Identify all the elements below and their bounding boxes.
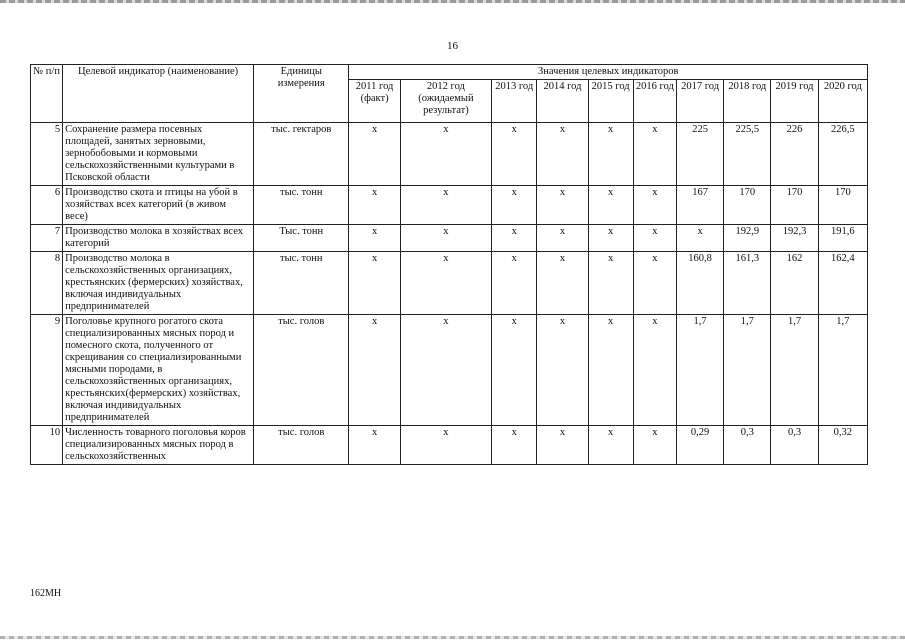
value-cell: х xyxy=(349,252,400,315)
table-row xyxy=(31,252,868,315)
indicator-name: Производство скота и птицы на убой в хозяйствах всех категорий (в живом весе) xyxy=(63,186,254,225)
header-year: 2017 год xyxy=(676,80,723,123)
value-cell: х xyxy=(349,123,400,186)
unit-cell: тыс. тонн xyxy=(254,252,349,315)
value-cell: х xyxy=(492,252,537,315)
indicator-name: Производство молока в сельскохозяйственных организациях, крестьянских (фермерских) хозяйствах, включая индивидуальных предпринимателей xyxy=(63,252,254,315)
value-cell: х xyxy=(349,225,400,252)
value-cell: х xyxy=(400,225,491,252)
value-cell: 1,7 xyxy=(724,315,771,426)
value-cell: х xyxy=(492,426,537,465)
value-cell: 160,8 xyxy=(676,252,723,315)
document-code: 162МН xyxy=(30,588,62,599)
value-cell: 225 xyxy=(676,123,723,186)
scan-edge-top xyxy=(0,0,905,3)
value-cell: х xyxy=(492,186,537,225)
header-indicator: Целевой индикатор (наименование) xyxy=(63,65,254,123)
value-cell: х xyxy=(588,426,633,465)
value-cell: х xyxy=(537,225,588,252)
value-cell: х xyxy=(400,315,491,426)
row-number: 9 xyxy=(31,315,63,426)
value-cell: 170 xyxy=(818,186,867,225)
row-number: 5 xyxy=(31,123,63,186)
header-year: 2020 год xyxy=(818,80,867,123)
value-cell: 192,3 xyxy=(771,225,818,252)
value-cell: 0,29 xyxy=(676,426,723,465)
header-year: 2015 год xyxy=(588,80,633,123)
value-cell: 1,7 xyxy=(818,315,867,426)
value-cell: 225,5 xyxy=(724,123,771,186)
row-number: 6 xyxy=(31,186,63,225)
indicator-name: Поголовье крупного рогатого скота специализированных мясных пород и помесного скота, полученного от скрещивания со специализированными мясными породами, в сельскохозяйственных организациях, крестьянских(фермерских) хозяйствах, включая индивидуальных предпринимателей xyxy=(63,315,254,426)
header-year: 2019 год xyxy=(771,80,818,123)
value-cell: х xyxy=(349,426,400,465)
value-cell: 162 xyxy=(771,252,818,315)
row-number: 10 xyxy=(31,426,63,465)
indicator-name: Сохранение размера посевных площадей, занятых зерновыми, зернобобовыми и кормовыми сельскохозяйственными культурами в Псковской области xyxy=(63,123,254,186)
unit-cell: тыс. тонн xyxy=(254,186,349,225)
target-indicators-table xyxy=(30,64,868,465)
value-cell: 0,32 xyxy=(818,426,867,465)
value-cell: х xyxy=(349,186,400,225)
value-cell: 226,5 xyxy=(818,123,867,186)
scan-edge-bottom xyxy=(0,636,905,639)
value-cell: 161,3 xyxy=(724,252,771,315)
value-cell: х xyxy=(537,426,588,465)
indicator-name: Численность товарного поголовья коров специализированных мясных пород в сельскохозяйственных xyxy=(63,426,254,465)
page-number: 16 xyxy=(447,40,458,52)
value-cell: 167 xyxy=(676,186,723,225)
unit-cell: Тыс. тонн xyxy=(254,225,349,252)
value-cell: 192,9 xyxy=(724,225,771,252)
table-row xyxy=(31,225,868,252)
value-cell: х xyxy=(633,186,676,225)
value-cell: х xyxy=(633,225,676,252)
value-cell: х xyxy=(588,315,633,426)
value-cell: х xyxy=(676,225,723,252)
header-year: 2013 год xyxy=(492,80,537,123)
value-cell: х xyxy=(400,123,491,186)
value-cell: х xyxy=(400,426,491,465)
header-year: 2018 год xyxy=(724,80,771,123)
header-year: 2016 год xyxy=(633,80,676,123)
header-num: № п/п xyxy=(31,65,63,123)
value-cell: х xyxy=(588,123,633,186)
value-cell: х xyxy=(537,315,588,426)
value-cell: 1,7 xyxy=(771,315,818,426)
value-cell: х xyxy=(633,252,676,315)
value-cell: 162,4 xyxy=(818,252,867,315)
value-cell: х xyxy=(349,315,400,426)
value-cell: х xyxy=(400,186,491,225)
value-cell: 1,7 xyxy=(676,315,723,426)
value-cell: х xyxy=(588,252,633,315)
table-row xyxy=(31,123,868,186)
value-cell: х xyxy=(588,225,633,252)
table-row xyxy=(31,315,868,426)
unit-cell: тыс. голов xyxy=(254,426,349,465)
value-cell: 0,3 xyxy=(771,426,818,465)
value-cell: х xyxy=(633,123,676,186)
table-row xyxy=(31,186,868,225)
header-year: 2014 год xyxy=(537,80,588,123)
value-cell: х xyxy=(492,315,537,426)
header-values-group: Значения целевых индикаторов xyxy=(349,65,868,80)
value-cell: 170 xyxy=(724,186,771,225)
table-row xyxy=(31,426,868,465)
value-cell: х xyxy=(400,252,491,315)
value-cell: 191,6 xyxy=(818,225,867,252)
header-year: 2011 год (факт) xyxy=(349,80,400,123)
indicator-name: Производство молока в хозяйствах всех категорий xyxy=(63,225,254,252)
header-units: Единицы измерения xyxy=(254,65,349,123)
value-cell: х xyxy=(537,123,588,186)
value-cell: 226 xyxy=(771,123,818,186)
row-number: 8 xyxy=(31,252,63,315)
value-cell: х xyxy=(588,186,633,225)
unit-cell: тыс. голов xyxy=(254,315,349,426)
unit-cell: тыс. гектаров xyxy=(254,123,349,186)
value-cell: 170 xyxy=(771,186,818,225)
value-cell: х xyxy=(537,186,588,225)
value-cell: х xyxy=(537,252,588,315)
header-year: 2012 год (ожидаемый результат) xyxy=(400,80,491,123)
value-cell: х xyxy=(633,315,676,426)
value-cell: х xyxy=(633,426,676,465)
value-cell: х xyxy=(492,123,537,186)
row-number: 7 xyxy=(31,225,63,252)
value-cell: х xyxy=(492,225,537,252)
value-cell: 0,3 xyxy=(724,426,771,465)
